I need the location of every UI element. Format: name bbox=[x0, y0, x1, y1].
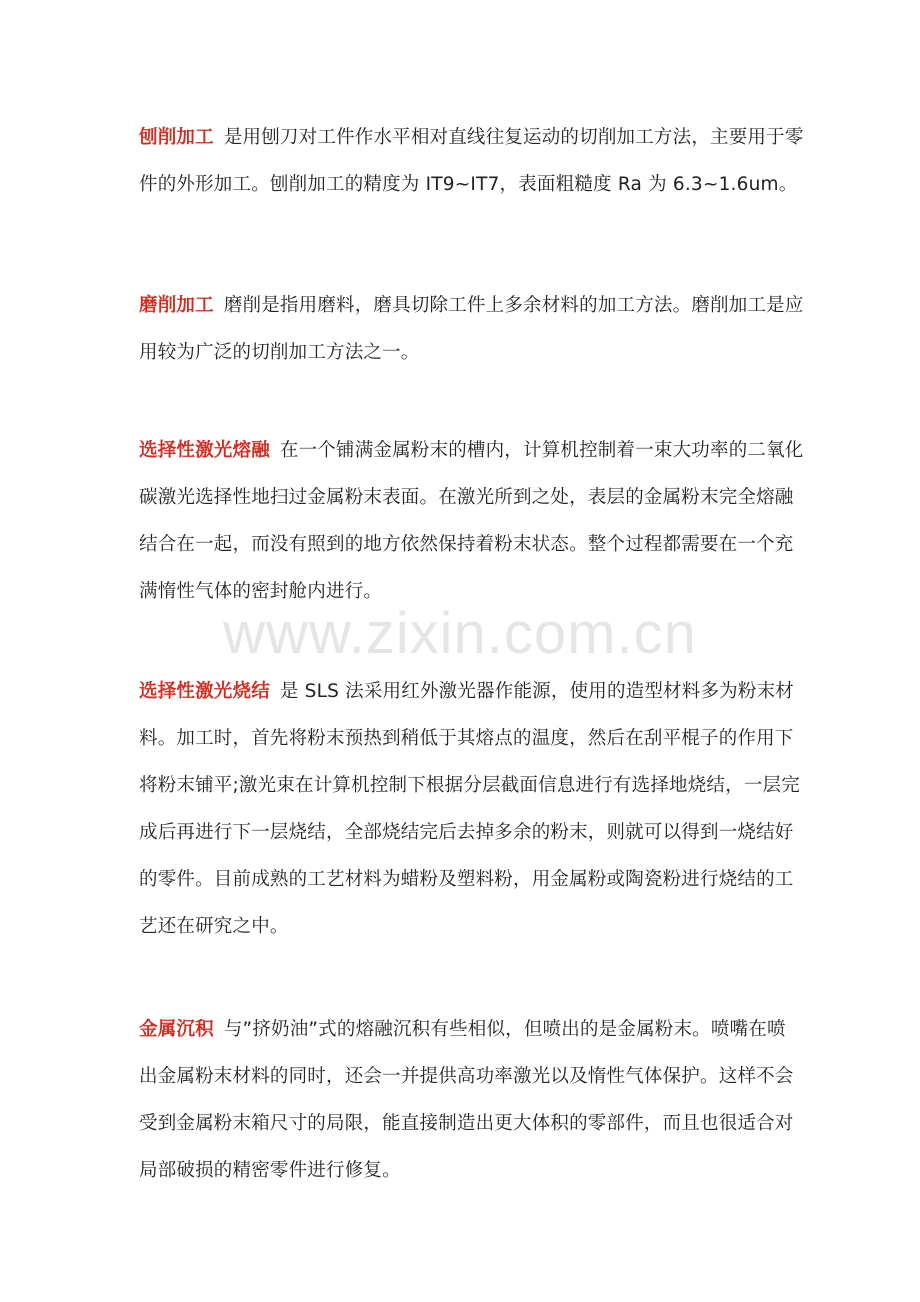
paragraph-sls bbox=[139, 668, 804, 950]
watermark: www.zixin.com.cn bbox=[223, 601, 697, 666]
paragraph-planing-text: 是用刨刀对工件作水平相对直线往复运动的切削加工方法，主要用于零件的外形加工。刨削加工的精度为 IT9~IT7，表面粗糙度 Ra 为 6.3~1.6um。 bbox=[139, 127, 804, 195]
term-slm: 选择性激光熔融 bbox=[139, 440, 270, 461]
term-planing: 刨削加工 bbox=[139, 127, 214, 148]
paragraph-planing bbox=[139, 114, 804, 208]
paragraph-slm bbox=[139, 427, 804, 615]
term-metal-deposition: 金属沉积 bbox=[139, 1019, 214, 1040]
term-grinding: 磨削加工 bbox=[139, 295, 214, 316]
term-sls: 选择性激光烧结 bbox=[139, 681, 270, 702]
paragraph-metal-deposition bbox=[139, 1006, 804, 1194]
paragraph-metal-deposition-text: 与”挤奶油”式的熔融沉积有些相似，但喷出的是金属粉末。喷嘴在喷出金属粉末材料的同时，还会一并提供高功率激光以及惰性气体保护。这样不会受到金属粉末箱尺寸的局限，能直接制造出更大体积的零部件，而且也很适合对局部破损的精密零件进行修复。 bbox=[139, 1019, 794, 1181]
paragraph-grinding-text: 磨削是指用磨料，磨具切除工件上多余材料的加工方法。磨削加工是应用较为广泛的切削加工方法之一。 bbox=[139, 295, 804, 363]
paragraph-slm-text: 在一个铺满金属粉末的槽内，计算机控制着一束大功率的二氧化碳激光选择性地扫过金属粉末表面。在激光所到之处，表层的金属粉末完全熔融结合在一起，而没有照到的地方依然保持着粉末状态。整个过程都需要在一个充满惰性气体的密封舱内进行。 bbox=[139, 440, 804, 602]
paragraph-sls-text: 是 SLS 法采用红外激光器作能源，使用的造型材料多为粉末材料。加工时，首先将粉末预热到稍低于其熔点的温度，然后在刮平棍子的作用下将粉末铺平;激光束在计算机控制下根据分层截面信息进行有选择地烧结，一层完成后再进行下一层烧结，全部烧结完后去掉多余的粉末，则就可以得到一烧结好的零件。目前成熟的工艺材料为蜡粉及塑料粉，用金属粉或陶瓷粉进行烧结的工艺还在研究之中。 bbox=[139, 681, 800, 937]
paragraph-grinding bbox=[139, 282, 804, 376]
